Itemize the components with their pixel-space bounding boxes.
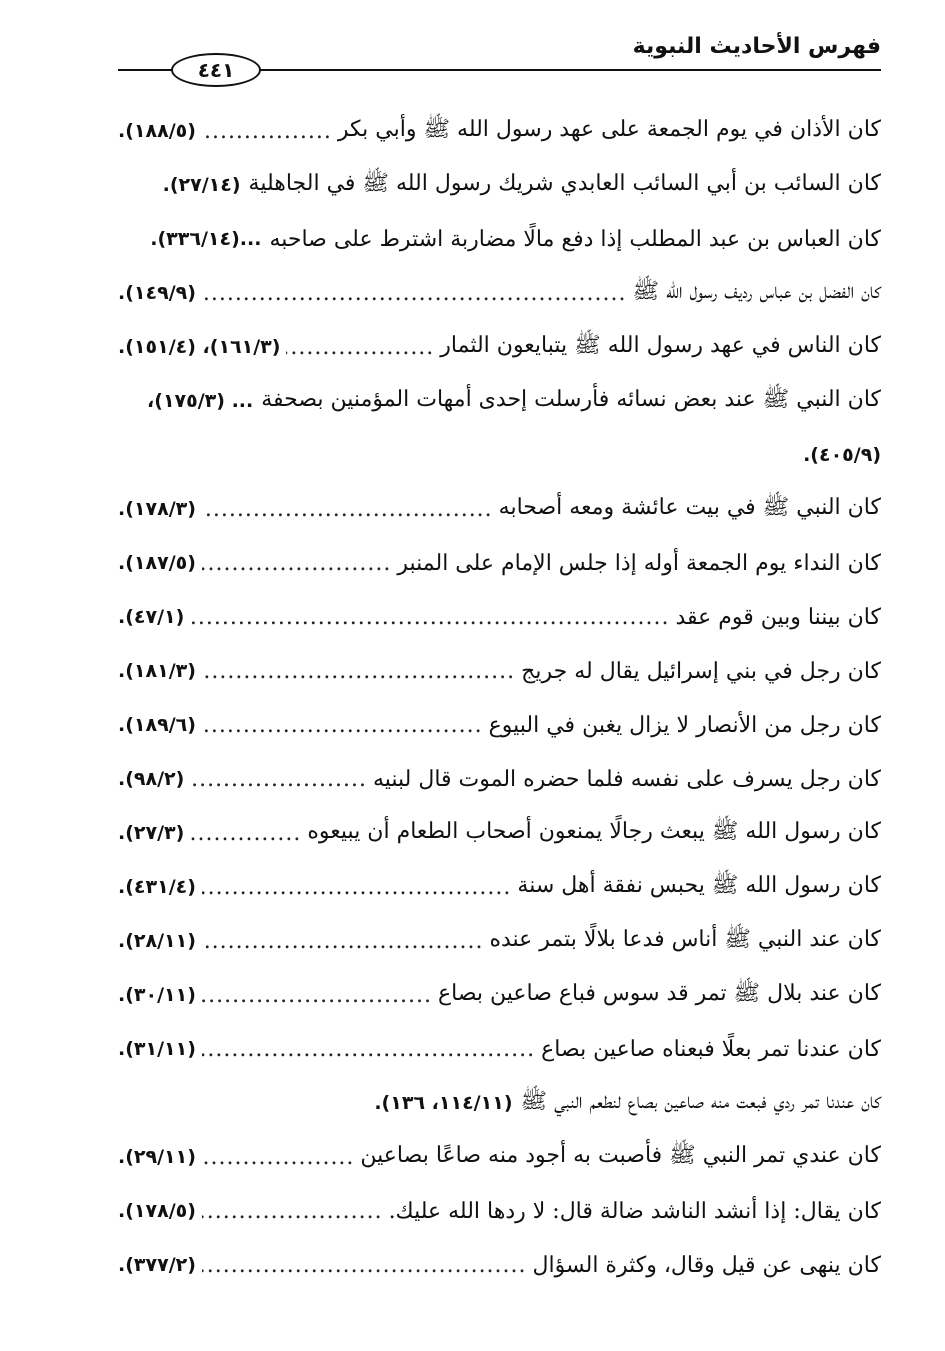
hadith-text: كان السائب بن أبي السائب العابدي شريك رسول الله ﷺ في الجاهلية <box>248 171 881 196</box>
hadith-text: كان الأذان في يوم الجمعة على عهد رسول الله ﷺ وأبي بكر <box>337 117 881 142</box>
volume-page-ref: (٣٧٧/٢). <box>118 1254 196 1276</box>
hadith-text: كان رجل في بني إسرائيل يقال له جريج <box>521 658 881 684</box>
leader-dots <box>202 281 627 306</box>
hadith-text: كان رسول الله ﷺ يحبس نفقة أهل سنة <box>517 873 881 898</box>
index-entry-continuation <box>118 428 881 482</box>
hadith-text: كان يقال: إذا أنشد الناشد ضالة قال: لا ردها الله عليك. <box>388 1198 881 1224</box>
hadith-text: كان النداء يوم الجمعة أوله إذا جلس الإمام على المنبر <box>397 550 881 576</box>
volume-page-ref: (٢٧/٣). <box>118 822 185 844</box>
index-entry <box>118 1130 881 1184</box>
volume-page-ref: (١٤٩/٩). <box>118 282 196 304</box>
hadith-text: كان عندنا تمر بعلًا فبعناه صاعين بصاع <box>541 1036 881 1062</box>
index-entry <box>118 1238 881 1292</box>
leader-dots <box>202 1145 355 1170</box>
volume-page-ref: (٤٠٥/٩). <box>803 444 881 466</box>
volume-page-ref: ...(٣٣٦/١٤). <box>150 228 262 250</box>
index-entry <box>118 698 881 752</box>
index-entry <box>118 860 881 914</box>
page-number: ٤٤١ <box>171 53 261 87</box>
leader-dots <box>286 335 434 360</box>
volume-page-ref: (١٨١/٣). <box>118 660 196 682</box>
hadith-text: كان عندي تمر النبي ﷺ فأصبت به أجود منه صاعًا بصاعين <box>360 1143 881 1168</box>
volume-page-ref: (١٦١/٣)، (١٥١/٤). <box>118 336 281 358</box>
index-entry <box>118 590 881 644</box>
hadith-text: كان رسول الله ﷺ يبعث رجالًا يمنعون أصحاب الطعام أن يبيعوه <box>307 819 881 844</box>
volume-page-ref: (٣٠/١١). <box>118 984 196 1006</box>
index-entry <box>118 1184 881 1238</box>
hadith-index-list <box>118 104 881 1292</box>
leader-dots <box>202 875 511 900</box>
volume-page-ref: ... (١٧٥/٣)، <box>147 390 254 412</box>
hadith-text: كان بيننا وبين قوم عقد <box>675 604 881 630</box>
index-entry <box>118 644 881 698</box>
volume-page-ref: (٤٧/١). <box>118 606 185 628</box>
leader-dots <box>202 497 493 522</box>
page-header-title: فهرس الأحاديث النبوية <box>632 34 881 59</box>
index-entry <box>118 158 881 212</box>
volume-page-ref: (١١٤/١١، ١٣٦). <box>374 1092 513 1114</box>
index-entry <box>118 320 881 374</box>
index-entry <box>118 1022 881 1076</box>
hadith-text: كان عندنا تمر ردي فبعت منه صاعين بصاع لنطعم النبي ﷺ <box>520 1089 881 1114</box>
hadith-text: كان العباس بن عبد المطلب إذا دفع مالًا مضاربة اشترط على صاحبه <box>269 226 881 252</box>
index-entry <box>118 104 881 158</box>
hadith-text: كان الفضل بن عباس رديف رسول الله ﷺ <box>632 279 881 304</box>
leader-dots <box>190 605 669 630</box>
volume-page-ref: (٣١/١١). <box>118 1038 196 1060</box>
index-entry <box>118 1076 881 1130</box>
hadith-text: كان عند بلال ﷺ تمر قد سوس فباع صاعين بصاع <box>437 981 881 1006</box>
index-entry <box>118 752 881 806</box>
index-entry <box>118 212 881 266</box>
index-entry <box>118 536 881 590</box>
leader-dots <box>202 1199 383 1224</box>
leader-dots <box>202 983 432 1008</box>
volume-page-ref: (٢٨/١١). <box>118 930 196 952</box>
hadith-text: كان رجل يسرف على نفسه فلما حضره الموت قال لبنيه <box>372 766 881 792</box>
volume-page-ref: (١٨٨/٥). <box>118 120 196 142</box>
index-entry <box>118 806 881 860</box>
index-entry <box>118 968 881 1022</box>
leader-dots <box>202 929 484 954</box>
leader-dots <box>190 821 301 846</box>
volume-page-ref: (١٨٧/٥). <box>118 552 196 574</box>
leader-dots <box>190 767 367 792</box>
index-entry <box>118 374 881 428</box>
leader-dots <box>202 551 391 576</box>
leader-dots <box>202 659 515 684</box>
volume-page-ref: (٩٨/٢). <box>118 768 185 790</box>
volume-page-ref: (١٨٩/٦). <box>118 714 196 736</box>
leader-dots <box>202 1037 535 1062</box>
index-entry <box>118 266 881 320</box>
index-entry <box>118 914 881 968</box>
volume-page-ref: (٤٣١/٤). <box>118 876 196 898</box>
hadith-text: كان النبي ﷺ عند بعض نسائه فأرسلت إحدى أمهات المؤمنين بصحفة <box>261 387 881 412</box>
index-entry <box>118 482 881 536</box>
volume-page-ref: (٢٩/١١). <box>118 1146 196 1168</box>
leader-dots <box>202 713 483 738</box>
hadith-text: كان رجل من الأنصار لا يزال يغبن في البيوع <box>488 712 881 738</box>
leader-dots <box>202 119 332 144</box>
hadith-text: كان عند النبي ﷺ أناس فدعا بلالًا بتمر عنده <box>489 927 881 952</box>
volume-page-ref: (١٧٨/٣). <box>118 498 196 520</box>
hadith-text: كان الناس في عهد رسول الله ﷺ يتبايعون الثمار <box>440 333 881 358</box>
leader-dots <box>202 1253 527 1278</box>
hadith-text: كان النبي ﷺ في بيت عائشة ومعه أصحابه <box>498 495 881 520</box>
volume-page-ref: (٢٧/١٤). <box>162 174 241 196</box>
volume-page-ref: (١٧٨/٥). <box>118 1200 196 1222</box>
hadith-text: كان ينهى عن قيل وقال، وكثرة السؤال <box>532 1252 881 1278</box>
